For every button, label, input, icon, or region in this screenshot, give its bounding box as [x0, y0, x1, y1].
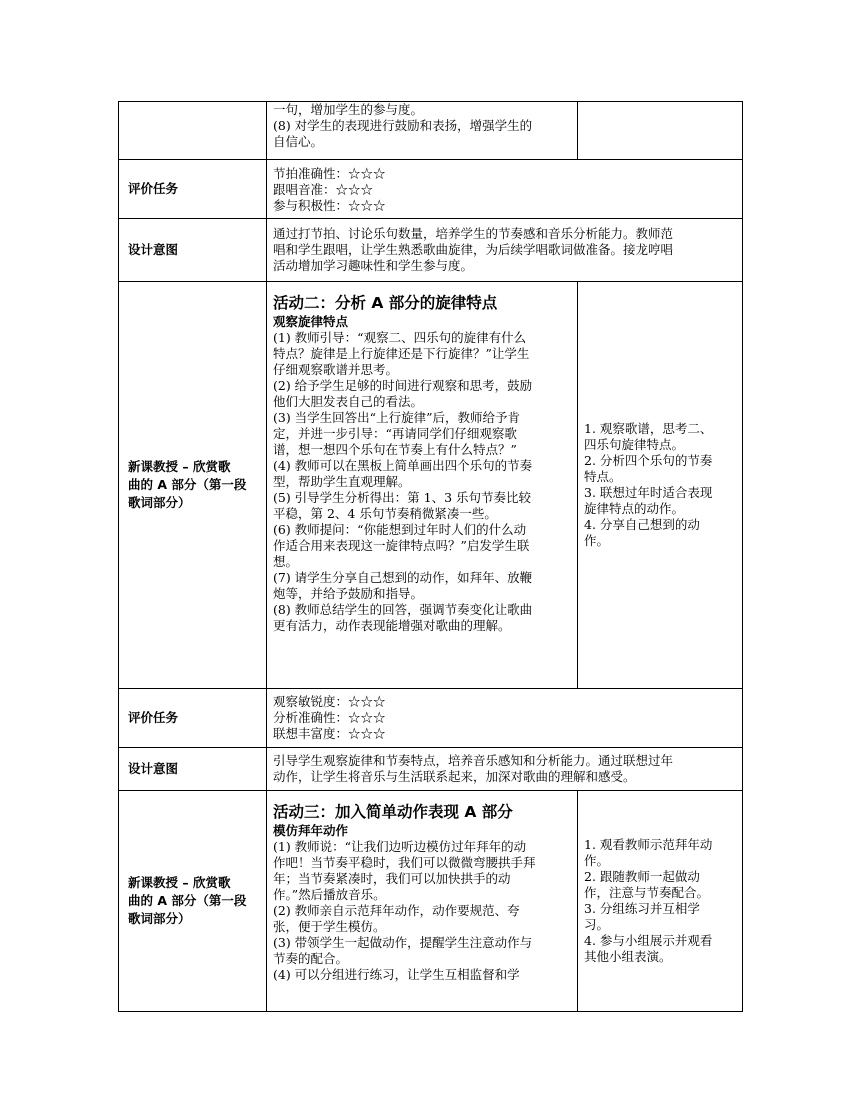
design-intent-cell [267, 748, 743, 791]
label-line: 曲的 A 部分（第一段 [128, 893, 247, 908]
text-line: 想。 [273, 554, 299, 569]
table-row-evaluation [119, 160, 743, 219]
student-activity-cell [578, 791, 743, 1012]
text-line: 谱，想一想四个乐句在节奏上有什么特点？” [273, 442, 517, 457]
text-line: 自信心。 [273, 134, 324, 149]
text-line: 唱和学生跟唱，让学生熟悉歌曲旋律，为后续学唱歌词做准备。接龙哼唱 [273, 242, 674, 257]
row-label [119, 791, 267, 1012]
text-line: (3) 带领学生一起做动作，提醒学生注意动作与 [273, 935, 533, 950]
text-line: 习。 [584, 917, 610, 932]
text-line: 引导学生观察旋律和节奏特点，培养音乐感知和分析能力。通过联想过年 [273, 753, 674, 768]
label-line: 歌词部分） [128, 495, 191, 510]
text-line: (4) 教师可以在黑板上简单画出四个乐句的节奏 [273, 458, 533, 473]
text-line: (4) 可以分组进行练习，让学生互相监督和学 [273, 967, 520, 982]
text-line: 作吧！当节奏平稳时，我们可以微微弯腰拱手拜 [273, 855, 536, 870]
text-line: 仔细观察歌谱并思考。 [273, 362, 399, 377]
text-line: (3) 当学生回答出“上行旋律”后，教师给予肯 [273, 410, 520, 425]
activity-subtitle: 观察旋律特点 [273, 314, 349, 329]
label-cell-empty [119, 102, 267, 160]
rating-line: 观察敏锐度：☆☆☆ [273, 694, 386, 709]
label-line: 曲的 A 部分（第一段 [128, 477, 247, 492]
text-line: 1. 观察歌谱，思考二、 [584, 421, 713, 436]
text-line: (2) 给予学生足够的时间进行观察和思考，鼓励 [273, 378, 533, 393]
text-line: 炮等，并给予鼓励和指导。 [273, 586, 424, 601]
text-line: 3. 分组练习并互相学 [584, 901, 700, 916]
text-line: (6) 教师提问：“你能想到过年时人们的什么动 [273, 522, 527, 537]
activity-subtitle: 模仿拜年动作 [273, 823, 349, 838]
text-line: (8) 对学生的表现进行鼓励和表扬，增强学生的 [273, 118, 533, 133]
text-line: (5) 引导学生分析得出：第 1、3 乐句节奏比较 [273, 490, 532, 505]
text-line: 节奏的配合。 [273, 951, 349, 966]
text-line: 型，帮助学生直观理解。 [273, 474, 411, 489]
text-line: 4. 分享自己想到的动 [584, 517, 700, 532]
text-line: 一句，增加学生的参与度。 [273, 102, 424, 117]
activity-title: 活动三：加入简单动作表现 A 部分 [273, 803, 513, 821]
rating-line: 分析准确性：☆☆☆ [273, 710, 386, 725]
text-line: 3. 联想过年时适合表现 [584, 485, 713, 500]
text-line: 其他小组表演。 [584, 949, 672, 964]
rating-line: 联想丰富度：☆☆☆ [273, 726, 386, 741]
text-line: 特点。 [584, 469, 622, 484]
rating-line: 跟唱音准：☆☆☆ [273, 182, 374, 197]
table-row-design-intent [119, 748, 743, 791]
table-row-evaluation [119, 689, 743, 748]
label-line: 歌词部分） [128, 911, 191, 926]
design-intent-cell [267, 219, 743, 282]
text-line: 2. 分析四个乐句的节奏 [584, 453, 713, 468]
text-line: 平稳，第 2、4 乐句节奏稍微紧凑一些。 [273, 506, 497, 521]
evaluation-cell [267, 689, 743, 748]
text-line: 作。”然后播放音乐。 [273, 887, 386, 902]
student-activity-cell [578, 282, 743, 689]
text-line: 作。 [584, 533, 610, 548]
row-label: 评价任务 [119, 160, 267, 219]
text-line: 活动增加学习趣味性和学生参与度。 [273, 258, 474, 273]
text-line: 四乐句旋律特点。 [584, 437, 685, 452]
lesson-plan-table [118, 101, 743, 1012]
text-line: (1) 教师说：“让我们边听边模仿过年拜年的动 [273, 839, 527, 854]
text-line: 4. 参与小组展示并观看 [584, 933, 713, 948]
text-line: (8) 教师总结学生的回答，强调节奏变化让歌曲 [273, 602, 533, 617]
text-line: 动作，让学生将音乐与生活联系起来，加深对歌曲的理解和感受。 [273, 769, 636, 784]
activity-cell [267, 282, 578, 689]
student-cell-empty [578, 102, 743, 160]
activity-cell [267, 102, 578, 160]
text-line: 作，注意与节奏配合。 [584, 885, 710, 900]
text-line: 作适合用来表现这一旋律特点吗？”启发学生联 [273, 538, 530, 553]
row-label: 评价任务 [119, 689, 267, 748]
text-line: 特点？旋律是上行旋律还是下行旋律？”让学生 [273, 346, 530, 361]
text-line: 年；当节奏紧凑时，我们可以加快拱手的动 [273, 871, 511, 886]
row-label: 设计意图 [119, 219, 267, 282]
label-line: 新课教授 – 欣赏歌 [128, 875, 231, 890]
table-row-continuation [119, 102, 743, 160]
text-line: 通过打节拍、讨论乐句数量，培养学生的节奏感和音乐分析能力。教师范 [273, 226, 674, 241]
table-row-design-intent [119, 219, 743, 282]
label-line: 新课教授 – 欣赏歌 [128, 459, 231, 474]
table-row-activity-two [119, 282, 743, 689]
text-line: (2) 教师亲自示范拜年动作，动作要规范、夸 [273, 903, 520, 918]
text-line: (7) 请学生分享自己想到的动作，如拜年、放鞭 [273, 570, 533, 585]
text-line: 更有活力，动作表现能增强对歌曲的理解。 [273, 618, 511, 633]
text-line: (1) 教师引导：“观察二、四乐句的旋律有什么 [273, 330, 527, 345]
text-line: 旋律特点的动作。 [584, 501, 685, 516]
text-line: 2. 跟随教师一起做动 [584, 869, 700, 884]
rating-line: 参与积极性：☆☆☆ [273, 198, 386, 213]
activity-title: 活动二：分析 A 部分的旋律特点 [273, 294, 498, 312]
evaluation-cell [267, 160, 743, 219]
table-row-activity-three [119, 791, 743, 1012]
text-line: 他们大胆发表自己的看法。 [273, 394, 424, 409]
text-line: 1. 观看教师示范拜年动 [584, 837, 713, 852]
rating-line: 节拍准确性：☆☆☆ [273, 166, 386, 181]
row-label: 设计意图 [119, 748, 267, 791]
text-line: 作。 [584, 853, 610, 868]
text-line: 张，便于学生模仿。 [273, 919, 386, 934]
activity-cell [267, 791, 578, 1012]
text-line: 定，并进一步引导：“再请同学们仔细观察歌 [273, 426, 517, 441]
row-label [119, 282, 267, 689]
